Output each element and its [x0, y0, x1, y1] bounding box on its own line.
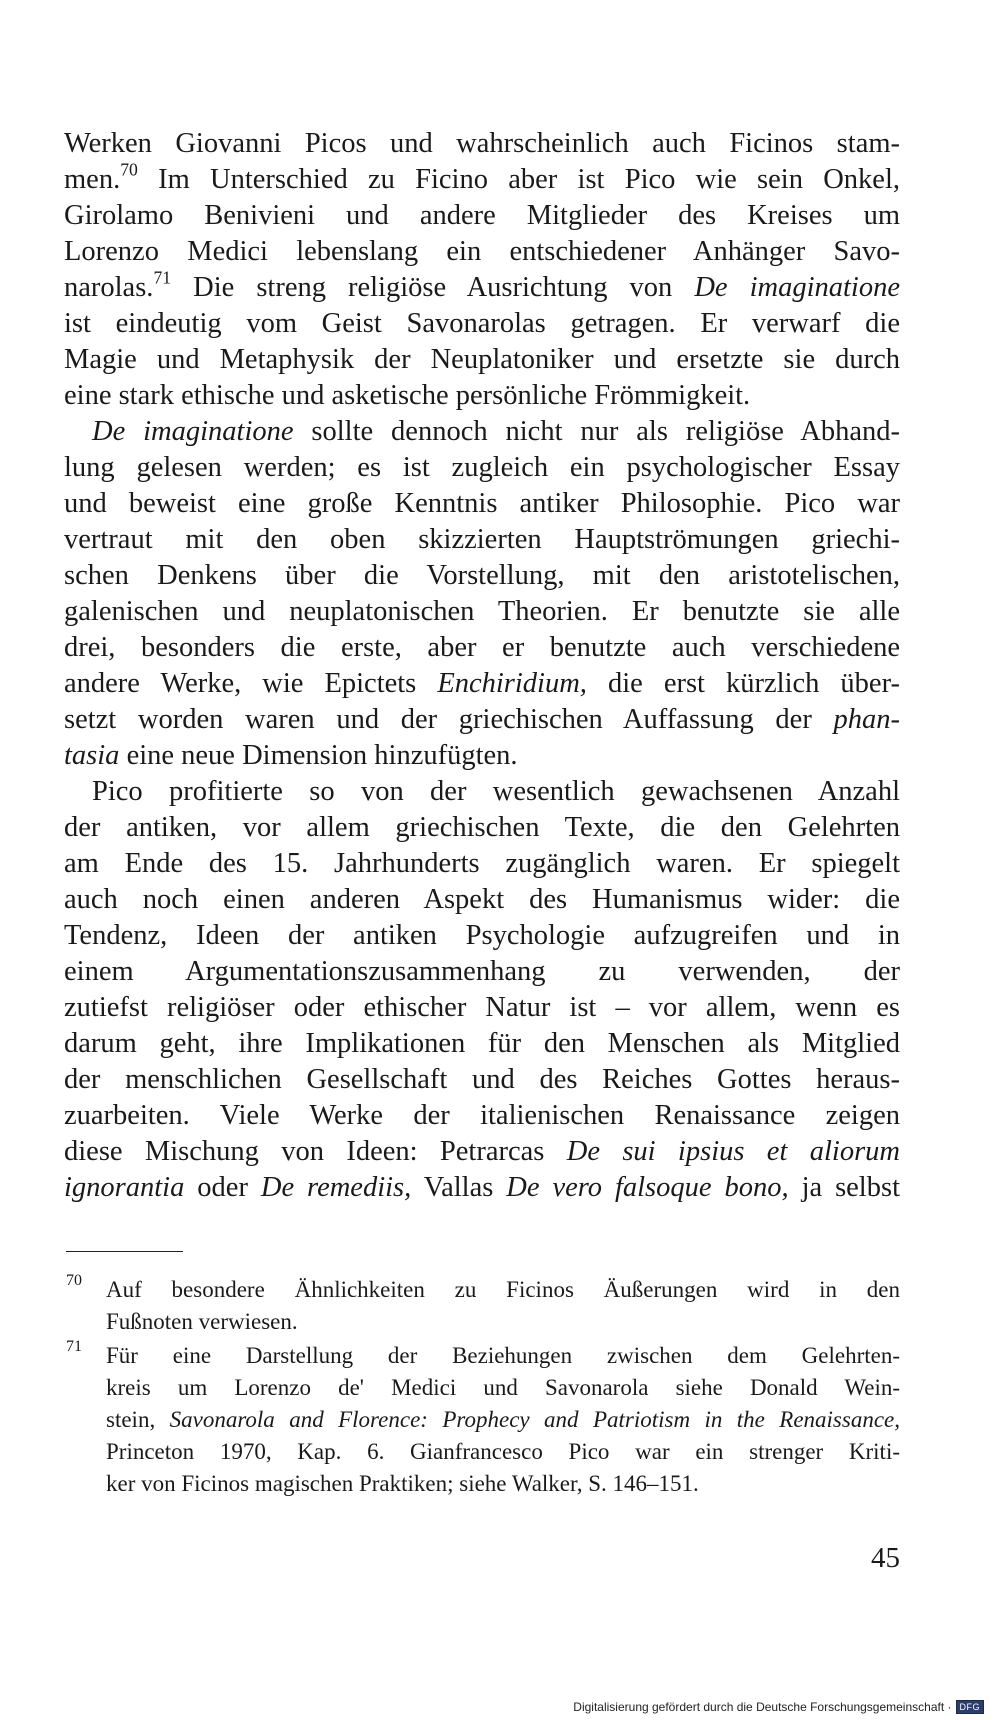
- text-line: [64, 306, 900, 342]
- body-text: [64, 126, 900, 1206]
- line-text: Girolamo Benivieni und andere Mitglieder des Kreises um: [64, 200, 900, 231]
- italic-title: phan-: [833, 704, 900, 735]
- footnote-reference: 71: [153, 267, 172, 288]
- footnote-line: [106, 1436, 900, 1468]
- text-line: [64, 1062, 900, 1098]
- line-text: drei, besonders die erste, aber er benutzte auch verschiedene: [64, 632, 900, 663]
- line-text: Pico profitierte so von der wesentlich gewachsenen Anzahl: [92, 776, 900, 807]
- line-text: schen Denkens über die Vorstellung, mit den aristotelischen,: [64, 560, 900, 591]
- text-line: [64, 918, 900, 954]
- text-line: [64, 630, 900, 666]
- footnote-number: 71: [66, 1338, 82, 1355]
- line-text: einem Argumentationszusammenhang zu verwenden, der: [64, 956, 900, 987]
- paragraph: [64, 414, 900, 774]
- footnote-text: kreis um Lorenzo de' Medici und Savonarola siehe Donald Wein-: [106, 1375, 900, 1400]
- line-text: galenischen und neuplatonischen Theorien. Er benutzte sie alle: [64, 596, 900, 627]
- line-text: Tendenz, Ideen der antiken Psychologie aufzugreifen und in: [64, 920, 900, 951]
- line-text: ist eindeutig vom Geist Savonarolas getragen. Er verwarf die: [64, 308, 900, 339]
- footnote-line: [106, 1306, 900, 1338]
- line-text: andere Werke, wie Epictets: [64, 668, 438, 699]
- footnote-line: [106, 1468, 900, 1500]
- text-line: [64, 702, 900, 738]
- italic-title: De imaginatione: [694, 272, 900, 303]
- text-line: [64, 990, 900, 1026]
- text-line: [64, 810, 900, 846]
- italic-title: De vero falsoque bono,: [506, 1172, 789, 1203]
- italic-title: ignorantia: [64, 1172, 185, 1203]
- text-line: [64, 1026, 900, 1062]
- line-text: Vallas: [411, 1172, 507, 1203]
- text-line: [64, 486, 900, 522]
- line-text: auch noch einen anderen Aspekt des Humanismus wider: die: [64, 884, 900, 915]
- line-text: zutiefst religiöser oder ethischer Natur ist – vor allem, wenn es: [64, 992, 900, 1023]
- text-line: [64, 1098, 900, 1134]
- paragraph: [64, 126, 900, 414]
- footnote-70: [66, 1274, 900, 1338]
- text-line: [64, 522, 900, 558]
- line-text: ja selbst: [788, 1172, 900, 1203]
- line-text: diese Mischung von Ideen: Petrarcas: [64, 1136, 567, 1167]
- text-line: [64, 954, 900, 990]
- text-line: [64, 342, 900, 378]
- italic-title: De sui ipsius et aliorum: [566, 1136, 900, 1167]
- text-line: [64, 666, 900, 702]
- line-text: eine stark ethische und asketische persönliche Frömmigkeit.: [64, 380, 751, 411]
- text-line: [64, 159, 900, 198]
- line-text: lung gelesen werden; es ist zugleich ein psychologischer Essay: [64, 452, 900, 483]
- text-line: [64, 882, 900, 918]
- line-text: Magie und Metaphysik der Neuplatoniker und ersetzte sie durch: [64, 344, 900, 375]
- text-line: [64, 738, 900, 774]
- line-text: am Ende des 15. Jahrhunderts zugänglich waren. Er spiegelt: [64, 848, 900, 879]
- footnote-text: Fußnoten verwiesen.: [106, 1309, 298, 1334]
- footnote-line: [106, 1372, 900, 1404]
- line-text: Im Unterschied zu Ficino aber ist Pico wie sein Onkel,: [137, 164, 900, 195]
- line-text: zuarbeiten. Viele Werke der italienischen Renaissance zeigen: [64, 1100, 900, 1131]
- text-line: [64, 450, 900, 486]
- text-line: [64, 378, 900, 414]
- italic-title: De imaginatione: [92, 416, 294, 447]
- line-text: darum geht, ihre Implikationen für den Menschen als Mitglied: [64, 1028, 900, 1059]
- footnote-line: [106, 1404, 900, 1436]
- text-line: [64, 1134, 900, 1170]
- line-text: Die streng religiöse Ausrichtung von: [171, 272, 695, 303]
- footnote-71: [66, 1340, 900, 1500]
- digitization-notice-text: Digitalisierung gefördert durch die Deutsche Forschungsgemeinschaft ·: [573, 1700, 952, 1714]
- line-text: vertraut mit den oben skizzierten Hauptströmungen griechi-: [64, 524, 900, 555]
- paragraph: [64, 774, 900, 1206]
- italic-title: Savonarola and Florence: Prophecy and Patriotism in the Renaissance,: [169, 1407, 900, 1432]
- footnote-text: Auf besondere Ähnlichkeiten zu Ficinos Äußerungen wird in den: [106, 1277, 900, 1302]
- footnote-text: ker von Ficinos magischen Praktiken; siehe Walker, S. 146–151.: [106, 1471, 699, 1496]
- footnote-separator: [66, 1251, 183, 1252]
- line-text: der menschlichen Gesellschaft und des Reiches Gottes heraus-: [64, 1064, 900, 1095]
- line-text: sollte dennoch nicht nur als religiöse Abhand-: [293, 416, 900, 447]
- line-text: Werken Giovanni Picos und wahrscheinlich auch Ficinos stam-: [64, 128, 900, 159]
- footnote-number: 70: [66, 1272, 82, 1289]
- footnotes: [66, 1274, 900, 1502]
- line-text: oder: [184, 1172, 261, 1203]
- line-text: der antiken, vor allem griechischen Texte, die den Gelehrten: [64, 812, 900, 843]
- footnote-line: [106, 1340, 900, 1372]
- line-text: narolas.: [64, 272, 154, 303]
- page-number: 45: [871, 1542, 900, 1574]
- line-text: die erst kürzlich über-: [586, 668, 900, 699]
- digitization-notice: [573, 1700, 984, 1714]
- text-line: [64, 126, 900, 162]
- line-text: setzt worden waren und der griechischen Auffassung der: [64, 704, 834, 735]
- line-text: eine neue Dimension hinzufügten.: [119, 740, 518, 771]
- text-line: [64, 267, 900, 306]
- italic-title: De remediis,: [260, 1172, 412, 1203]
- line-text: und beweist eine große Kenntnis antiker Philosophie. Pico war: [64, 488, 900, 519]
- dfg-logo: DFG: [956, 1700, 985, 1714]
- footnote-line: [106, 1274, 900, 1306]
- text-line: [64, 1170, 900, 1206]
- text-line: [64, 846, 900, 882]
- italic-title: tasia: [64, 740, 120, 771]
- text-line: [64, 234, 900, 270]
- text-line: [64, 558, 900, 594]
- footnote-text: stein,: [106, 1407, 170, 1432]
- line-text: men.: [64, 164, 121, 195]
- text-line: [64, 198, 900, 234]
- text-line: [64, 414, 900, 450]
- footnote-text: Für eine Darstellung der Beziehungen zwischen dem Gelehrten-: [106, 1343, 900, 1368]
- footnote-text: Princeton 1970, Kap. 6. Gianfrancesco Pico war ein strenger Kriti-: [106, 1439, 900, 1464]
- footnote-reference: 70: [120, 159, 138, 180]
- italic-title: Enchiridium,: [437, 668, 587, 699]
- line-text: Lorenzo Medici lebenslang ein entschiedener Anhänger Savo-: [64, 236, 900, 267]
- text-line: [64, 774, 900, 810]
- text-line: [64, 594, 900, 630]
